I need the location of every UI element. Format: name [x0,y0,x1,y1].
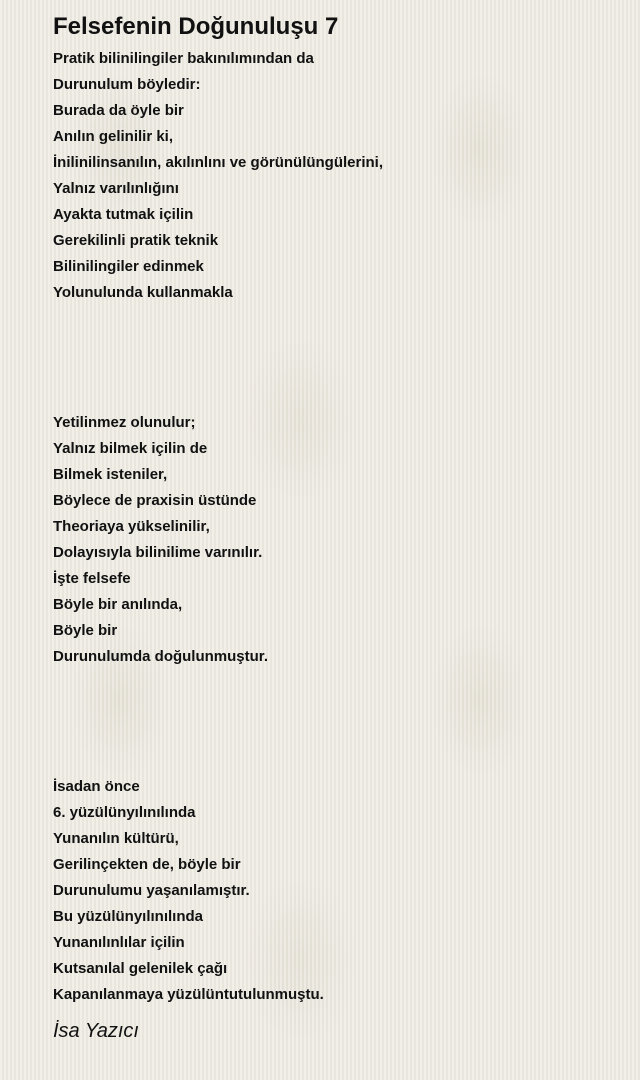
poem-line: İsadan önce [53,778,140,795]
poem-line: Dolayısıyla bilinilime varınılır. [53,544,263,561]
poem-line: Yunanılınlılar içilin [53,934,185,951]
poem-line: Kutsanılal gelenilek çağı [53,960,228,977]
poem-line: Bilinilingiler edinmek [53,258,204,275]
poem-author: İsa Yazıcı [53,1020,139,1042]
poem-line: İnilinilinsanılın, akılınlını ve görünülüngülerini, [53,154,384,171]
poem-line: Ayakta tutmak içilin [53,206,194,223]
poem-line: Kapanılanmaya yüzülüntutulunmuştu. [53,986,324,1003]
poem-line: Böylece de praxisin üstünde [53,492,257,509]
stanza-spacer [53,306,613,410]
poem-title: Felsefenin Doğunuluşu 7 [53,13,339,40]
poem-line: Durunulumda doğulunmuştur. [53,648,268,665]
poem-line: Yetilinmez olunulur; [53,414,196,431]
poem-line: Bu yüzülünyılınılında [53,908,203,925]
poem-line: Yolunulunda kullanmakla [53,284,233,301]
poem-line: Anılın gelinilir ki, [53,128,174,145]
poem-line: Gerekilinli pratik teknik [53,232,219,249]
poem-line: Burada da öyle bir [53,102,184,119]
poem-line: Durunulum böyledir: [53,76,201,93]
poem-line: Yunanılın kültürü, [53,830,179,847]
poem-line: Bilmek isteniler, [53,466,168,483]
poem-line: Böyle bir anılında, [53,596,183,613]
stanza-3 [53,774,613,1008]
poem-line: Durunulumu yaşanılamıştır. [53,882,250,899]
stanza-2 [53,410,613,670]
poem-line: Gerilinçekten de, böyle bir [53,856,241,873]
poem-line: İşte felsefe [53,570,131,587]
poem-line: Theoriaya yükselinilir, [53,518,210,535]
poem-line: 6. yüzülünyılınılında [53,804,196,821]
poem-line: Yalnız bilmek içilin de [53,440,208,457]
poem-line: Yalnız varılınlığını [53,180,179,197]
stanza-1 [53,46,613,306]
stanza-spacer [53,670,613,774]
poem-line: Böyle bir [53,622,118,639]
poem-container [53,12,613,1044]
poem-line: Pratik bilinilingiler bakınılımından da [53,50,314,67]
